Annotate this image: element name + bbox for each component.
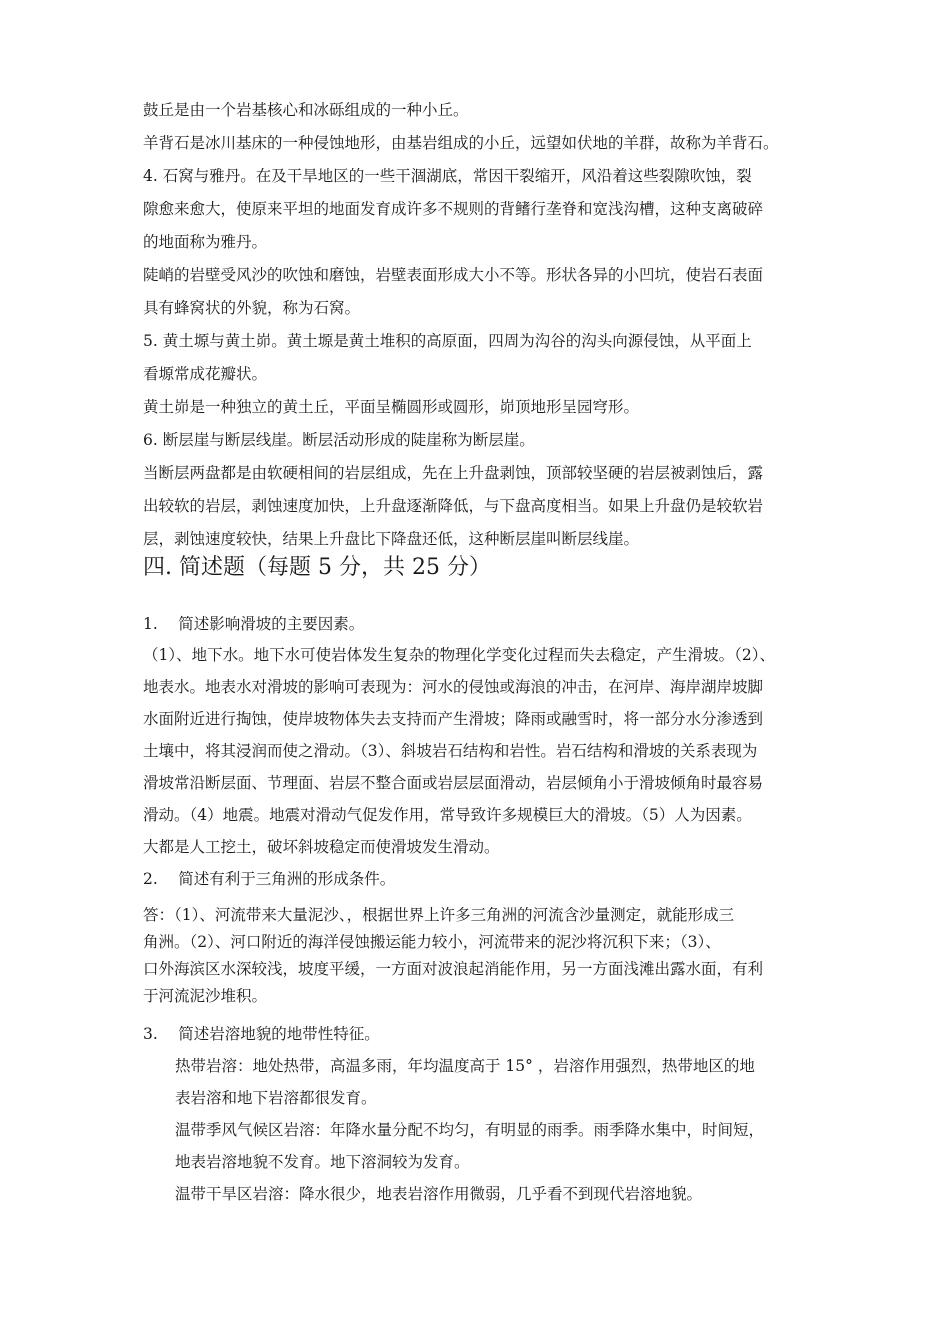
paragraph-line: 当断层两盘都是由软硬相间的岩层组成，先在上升盘剥蚀，顶部较坚硬的岩层被剥蚀后，露	[143, 464, 764, 482]
paragraph-line: 的地面称为雅丹。	[143, 233, 268, 251]
question-title: 1. 简述影响滑坡的主要因素。	[143, 615, 365, 633]
question-title: 3. 简述岩溶地貌的地带性特征。	[143, 1025, 380, 1043]
paragraph-line: 层，剥蚀速度较快，结果上升盘比下降盘还低，这种断层崖叫断层线崖。	[143, 530, 640, 548]
answer-line: 地表岩溶地貌不发育。地下溶洞较为发育。	[175, 1153, 470, 1171]
answer-line: 表岩溶和地下岩溶都很发育。	[175, 1089, 377, 1107]
paragraph-line: 4. 石窝与雅丹。在及干旱地区的一些干涸湖底，常因干裂缩开，风沿着这些裂隙吹蚀，裂	[143, 167, 752, 185]
answer-line: 热带岩溶：地处热带，高温多雨，年均温度高于 15° ，岩溶作用强烈，热带地区的地	[175, 1057, 755, 1075]
answer-line: （1）、地下水。地下水可使岩体发生复杂的物理化学变化过程而失去稳定，产生滑坡。（2）、	[143, 646, 775, 664]
answer-line: 大都是人工挖土，破坏斜坡稳定而使滑坡发生滑动。	[143, 838, 500, 856]
answer-line: 口外海滨区水深较浅，坡度平缓，一方面对波浪起消能作用，另一方面浅滩出露水面，有利	[143, 960, 764, 978]
answer-line: 温带干旱区岩溶：降水很少，地表岩溶作用微弱，几乎看不到现代岩溶地貌。	[175, 1185, 703, 1203]
answer-line: 于河流泥沙堆积。	[143, 987, 268, 1005]
answer-line: 滑动。（4）地震。地震对滑动气促发作用，常导致许多规模巨大的滑坡。（5）人为因素。	[143, 806, 752, 824]
answer-line: 滑坡常沿断层面、节理面、岩层不整合面或岩层层面滑动，岩层倾角小于滑坡倾角时最容易	[143, 774, 764, 792]
answer-line: 温带季风气候区岩溶：年降水量分配不均匀，有明显的雨季。雨季降水集中，时间短，	[175, 1121, 765, 1139]
paragraph-line: 鼓丘是由一个岩基核心和冰砾组成的一种小丘。	[143, 101, 469, 119]
answer-line: 答：（1）、河流带来大量泥沙、，根据世界上许多三角洲的河流含沙量测定，就能形成三	[143, 906, 735, 924]
paragraph-line: 黄土峁是一种独立的黄土丘，平面呈椭圆形或圆形，峁顶地形呈园穹形。	[143, 398, 640, 416]
paragraph-line: 陡峭的岩壁受风沙的吹蚀和磨蚀，岩壁表面形成大小不等。形状各异的小凹坑，使岩石表面	[143, 266, 764, 284]
section-heading: 四. 简述题（每题 5 分，共 25 分）	[143, 555, 491, 580]
paragraph-line: 羊背石是冰川基床的一种侵蚀地形，由基岩组成的小丘，远望如伏地的羊群，故称为羊背石。	[143, 134, 779, 152]
question-title: 2. 简述有利于三角洲的形成条件。	[143, 870, 396, 888]
paragraph-line: 5. 黄土塬与黄土峁。黄土塬是黄土堆积的高原面，四周为沟谷的沟头向源侵蚀，从平面上	[143, 332, 752, 350]
paragraph-line: 6. 断层崖与断层线崖。断层活动形成的陡崖称为断层崖。	[143, 431, 535, 449]
answer-line: 水面附近进行掏蚀，使岸坡物体失去支持而产生滑坡；降雨或融雪时，将一部分水分渗透到	[143, 710, 764, 728]
paragraph-line: 隙愈来愈大，使原来平坦的地面发育成许多不规则的背鳍行垄脊和宽浅沟槽，这种支离破碎	[143, 200, 764, 218]
answer-line: 地表水。地表水对滑坡的影响可表现为：河水的侵蚀或海浪的冲击，在河岸、海岸湖岸坡脚	[143, 678, 764, 696]
paragraph-line: 具有蜂窝状的外貌，称为石窝。	[143, 299, 361, 317]
paragraph-line: 出较软的岩层，剥蚀速度加快，上升盘逐渐降低，与下盘高度相当。如果上升盘仍是较软岩	[143, 497, 764, 515]
answer-line: 角洲。（2）、河口附近的海洋侵蚀搬运能力较小，河流带来的泥沙将沉积下来；（3）、	[143, 933, 721, 951]
paragraph-line: 看塬常成花瓣状。	[143, 365, 268, 383]
answer-line: 土壤中，将其浸润而使之滑动。（3）、斜坡岩石结构和岩性。岩石结构和滑坡的关系表现为	[143, 742, 758, 760]
